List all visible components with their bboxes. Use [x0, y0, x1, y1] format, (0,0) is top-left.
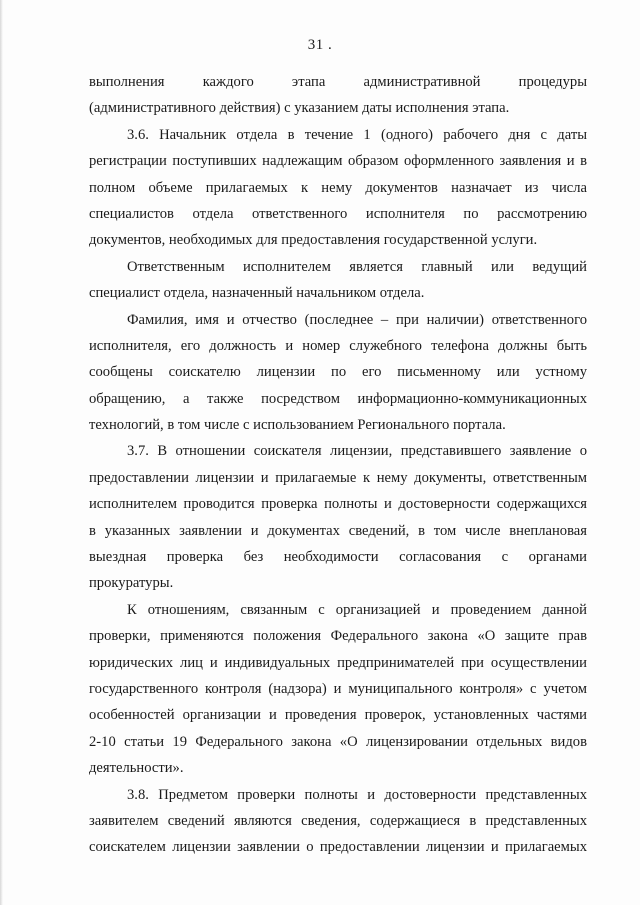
text-line: технологий, в том числе с использованием Регионального портала.	[89, 417, 506, 434]
paragraph-continuation	[89, 69, 587, 122]
paragraph-legal-relations	[89, 597, 587, 782]
text-line: 3.7. В отношении соискателя лицензии, представившего заявление о	[127, 443, 587, 460]
text-line: в указанных заявлении и документах сведений, в том числе внеплановая	[89, 522, 587, 539]
paragraph-executor-name	[89, 307, 587, 439]
scan-edge	[0, 0, 3, 905]
text-line: юридических лиц и индивидуальных предпринимателей при осуществлении	[89, 654, 587, 671]
paragraph-responsible-executor	[89, 254, 587, 307]
text-line: специалистов отдела ответственного исполнителя по рассмотрению	[89, 205, 587, 222]
text-line: 2-10 статьи 19 Федерального закона «О лицензировании отдельных видов	[89, 733, 587, 750]
text-line: выездная проверка без необходимости согласования с органами	[89, 549, 587, 566]
text-line: (административного действия) с указанием даты исполнения этапа.	[89, 100, 510, 117]
text-line: исполнителя, его должность и номер служебного телефона должны быть	[89, 337, 587, 354]
text-line: Фамилия, имя и отчество (последнее – при наличии) ответственного	[127, 311, 587, 328]
text-line: заявителем сведений являются сведения, содержащиеся в представленных	[89, 812, 587, 829]
text-line: обращению, а также посредством информационно-коммуникационных	[89, 390, 587, 407]
text-line: предоставлении лицензии и прилагаемые к нему документы, ответственным	[89, 469, 587, 486]
paragraph-3-8	[89, 782, 587, 861]
text-line: исполнителем проводится проверка полноты и достоверности содержащихся	[89, 496, 587, 513]
text-line: особенностей организации и проведения проверок, установленных частями	[89, 707, 587, 724]
text-line: сообщены соискателю лицензии по его письменному или устному	[89, 364, 587, 381]
text-line: 3.8. Предметом проверки полноты и достоверности представленных	[127, 786, 587, 803]
text-line: проверки, применяются положения Федерального закона «О защите прав	[89, 628, 587, 645]
paragraph-3-6	[89, 122, 587, 254]
text-line: государственного контроля (надзора) и муниципального контроля» с учетом	[89, 680, 587, 697]
text-line: регистрации поступивших надлежащим образом оформленного заявления и в	[89, 153, 587, 170]
text-line: специалист отдела, назначенный начальником отдела.	[89, 285, 425, 302]
text-line: прокуратуры.	[89, 575, 174, 592]
text-line: деятельности».	[89, 760, 184, 777]
text-line: Ответственным исполнителем является главный или ведущий	[127, 258, 587, 275]
paragraph-3-7	[89, 438, 587, 596]
text-line: К отношениям, связанным с организацией и проведением данной	[127, 601, 587, 618]
text-line: полном объеме прилагаемых к нему документов назначает из числа	[89, 179, 587, 196]
page-number: 31 .	[307, 37, 333, 53]
document-body	[89, 69, 587, 861]
text-line: соискателем лицензии заявлении о предоставлении лицензии и прилагаемых	[89, 839, 587, 856]
text-line: 3.6. Начальник отдела в течение 1 (одного) рабочего дня с даты	[127, 126, 587, 143]
text-line: выполнения каждого этапа административной процедуры	[89, 74, 587, 90]
text-line: документов, необходимых для предоставления государственной услуги.	[89, 232, 538, 249]
